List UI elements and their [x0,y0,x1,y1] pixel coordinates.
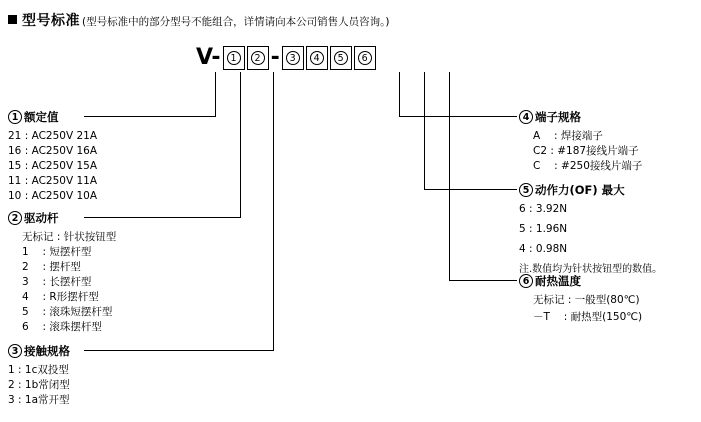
leader-line-temperature-horizontal [449,280,517,281]
section-actuator-item: 5 : 滚珠短摆杆型 [22,306,113,318]
page-header [8,10,389,30]
section-terminal-item: C2 : #187接线片端子 [533,145,639,157]
section-contact-item: 1 : 1c双投型 [8,364,69,376]
bullet-square-icon [8,15,17,24]
leader-line-rating-horizontal [84,116,216,117]
section-contact-number: 3 [8,344,22,358]
section-force-note: 注.数值均为针状按钮型的数值。 [519,264,663,275]
code-box-2 [247,46,269,70]
section-temperature [519,273,642,325]
section-terminal [519,109,642,174]
page-title: 型号标准 [22,13,80,29]
section-force-item: 6 : 3.92N [519,203,568,215]
code-box-2-number: 2 [251,51,265,65]
code-box-3-number: 3 [286,51,300,65]
section-terminal-label: 端子规格 [535,110,581,124]
section-contact-item: 2 : 1b常闭型 [8,379,70,391]
section-temperature-number: 6 [519,274,533,288]
code-box-1 [223,46,245,70]
section-temperature-label: 耐热温度 [535,274,581,288]
page-title-note: (型号标准中的部分型号不能组合，详情请向本公司销售人员咨询。) [82,16,390,28]
section-terminal-number: 4 [519,110,533,124]
section-temperature-item: 无标记 : 一般型(80℃) [533,294,640,306]
section-rating-item: 10 : AC250V 10A [8,190,98,202]
section-rating-label: 额定值 [24,110,59,124]
code-box-6 [354,46,376,70]
section-rating-title [8,109,97,125]
section-rating-item: 11 : AC250V 11A [8,175,98,187]
section-force-title [519,182,662,198]
code-box-1-number: 1 [227,51,241,65]
code-box-3 [282,46,304,70]
model-dash: - [270,45,280,70]
section-actuator-label: 驱动杆 [24,211,59,225]
section-actuator-item: 4 : R形摆杆型 [22,291,99,303]
section-force [519,182,662,277]
section-actuator-title [8,210,116,226]
section-rating [8,109,97,204]
section-rating-number: 1 [8,110,22,124]
section-actuator-number: 2 [8,211,22,225]
section-rating-item: 16 : AC250V 16A [8,145,98,157]
leader-line-terminal-horizontal [399,116,517,117]
section-actuator-item: 6 : 滚珠摆杆型 [22,321,102,333]
leader-line-force-vertical [424,72,425,189]
section-actuator-item: 1 : 短摆杆型 [22,246,92,258]
leader-line-contact-horizontal [84,350,274,351]
section-rating-item: 15 : AC250V 15A [8,160,98,172]
leader-line-terminal-vertical [399,72,400,116]
code-box-4-number: 4 [310,51,324,65]
section-actuator-item: 3 : 长摆杆型 [22,276,92,288]
section-force-item: 4 : 0.98N [519,243,568,255]
section-temperature-item: －T : 耐热型(150℃) [533,311,643,323]
section-force-item: 5 : 1.96N [519,223,568,235]
leader-line-actuator-vertical [240,72,241,217]
section-terminal-item: C : #250接线片端子 [533,160,643,172]
section-contact-label: 接触规格 [24,344,70,358]
section-contact-title [8,343,70,359]
section-terminal-title [519,109,642,125]
section-actuator-item: 2 : 摆杆型 [22,261,81,273]
leader-line-force-horizontal [424,189,517,190]
section-force-number: 5 [519,183,533,197]
leader-line-contact-vertical [273,72,274,350]
model-prefix: V- [196,45,221,70]
leader-line-rating-vertical [215,72,216,116]
section-rating-item: 21 : AC250V 21A [8,130,98,142]
section-terminal-item: A : 焊接端子 [533,130,603,142]
model-code-row [196,43,377,73]
section-actuator [8,210,116,335]
section-actuator-item: 无标记 : 针状按钮型 [22,231,117,243]
code-box-6-number: 6 [358,51,372,65]
section-contact [8,343,70,408]
section-contact-item: 3 : 1a常开型 [8,394,70,406]
leader-line-temperature-vertical [449,72,450,280]
code-box-4 [306,46,328,70]
code-box-5 [330,46,352,70]
section-force-label: 动作力(OF) 最大 [535,183,625,197]
code-box-5-number: 5 [334,51,348,65]
section-temperature-title [519,273,642,289]
